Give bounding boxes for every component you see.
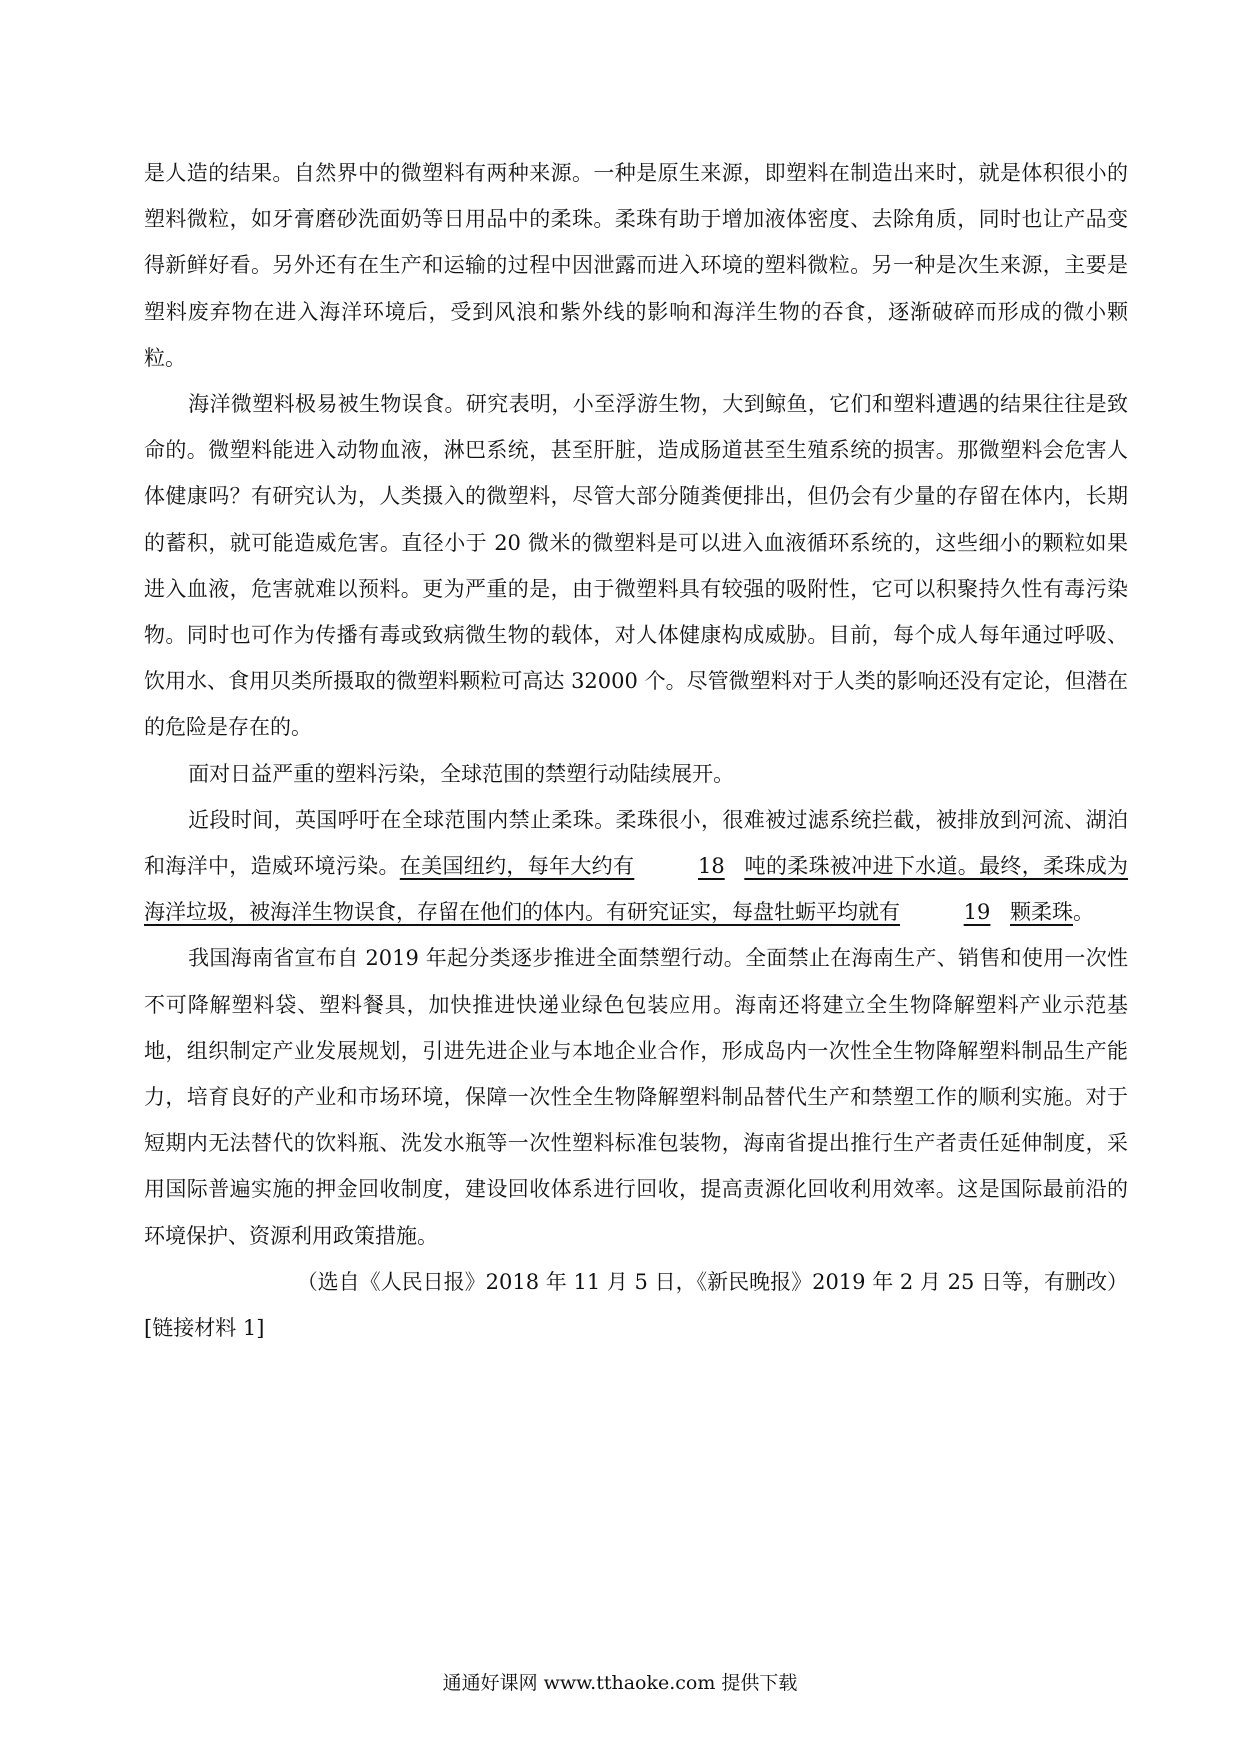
link-material-label: [链接材料 1] [144,1316,265,1341]
paragraph-3: 面对日益严重的塑料污染，全球范围的禁塑行动陆续展开。 [188,761,735,786]
underlined-sentence-part-3: 颗柔珠 [1010,900,1073,925]
sentence-end-mark: 。 [1073,900,1094,925]
fill-blank-18: 18 [697,854,725,879]
paragraph-4-intro: 近段时间，英国呼吁在全球范围内禁止柔珠。柔珠很小，很难被过滤系统拦截，被排放到河流、湖泊和海洋中，造威环境污染。 [144,807,1128,879]
paragraph-4 [144,797,1128,936]
page-footer: 通通好课网 www.tthaoke.com 提供下载 [442,1672,798,1694]
article-body [144,150,1128,1351]
source-citation: （选自《人民日报》2018 年 11 月 5 日，《新民晚报》2019 年 2 月 25 日等，有删改） [296,1269,1128,1294]
paragraph-1: 是人造的结果。自然界中的微塑料有两种来源。一种是原生来源，即塑料在制造出来时，就是体积很小的塑料微粒，如牙膏磨砂洗面奶等日用品中的柔珠。柔珠有助于增加液体密度、去除角质，同时也让产品变得新鲜好看。另外还有在生产和运输的过程中因泄露而进入环境的塑料微粒。另一种是次生来源，主要是塑料废弃物在进入海洋环境后，受到风浪和紫外线的影响和海洋生物的吞食，逐渐破碎而形成的微小颗粒。 [144,161,1128,370]
paragraph-2: 海洋微塑料极易被生物误食。研究表明，小至浮游生物，大到鲸鱼，它们和塑料遭遇的结果往往是致命的。微塑料能进入动物血液，淋巴系统，甚至肝脏，造成肠道甚至生殖系统的损害。那微塑料会危害人体健康吗？有研究认为，人类摄入的微塑料，尽管大部分随粪便排出，但仍会有少量的存留在体内，长期的蓄积，就可能造威危害。直径小于 20 微米的微塑料是可以进入血液循环系统的，这些细小的颗粒如果进入血液，危害就难以预料。更为严重的是，由于微塑料具有较强的吸附性，它可以积聚持久性有毒污染物。同时也可作为传播有毒或致病微生物的载体，对人体健康构成威胁。目前，每个成人每年通过呼吸、饮用水、食用贝类所摄取的微塑料颗粒可高达 32000 个。尽管微塑料对于人类的影响还没有定论，但潜在的危险是存在的。 [144,392,1128,740]
paragraph-5: 我国海南省宣布自 2019 年起分类逐步推进全面禁塑行动。全面禁止在海南生产、销售和使用一次性不可降解塑料袋、塑料餐具，加快推进快递业绿色包装应用。海南还将建立全生物降解塑料产业示范基地，组织制定产业发展规划，引进先进企业与本地企业合作，形成岛内一次性全生物降解塑料制品生产能力，培育良好的产业和市场环境，保障一次性全生物降解塑料制品替代生产和禁塑工作的顺利实施。对于短期内无法替代的饮料瓶、洗发水瓶等一次性塑料标准包装物，海南省提出推行生产者责任延伸制度，采用国际普遍实施的押金回收制度，建设回收体系进行回收，提高责源化回收利用效率。这是国际最前沿的环境保护、资源利用政策措施。 [144,946,1128,1248]
underlined-sentence-part-2: 吨的柔珠被冲进下水道。最终，柔珠成为海洋垃圾，被海洋生物误食，存留在他们的体内。有研究证实，每盘牡蛎平均就有 [144,854,1129,925]
fill-blank-19: 19 [963,900,991,925]
underlined-sentence-part-1: 在美国纽约，每年大约有 [399,854,635,879]
